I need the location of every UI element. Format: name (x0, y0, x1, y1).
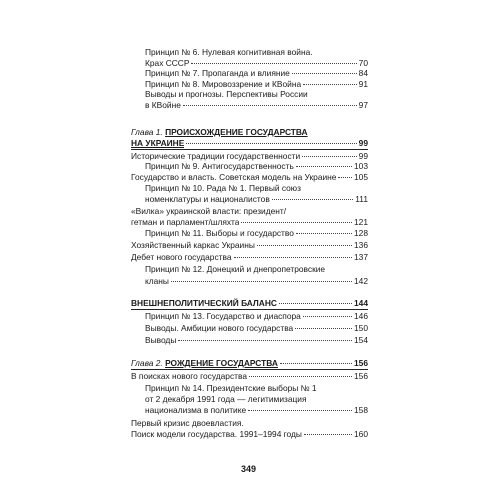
page-number: 349 (241, 464, 257, 474)
toc-entry[interactable] (145, 58, 368, 69)
toc-page-number: 128 (354, 228, 368, 238)
toc-entry[interactable] (131, 240, 368, 251)
toc-entry-text: В поисках нового государства (131, 371, 248, 381)
toc-page-number: 121 (354, 216, 368, 227)
dot-leader (183, 105, 357, 106)
dot-leader (178, 340, 352, 341)
toc-entry-text: Первый кризис двоевластия. (131, 418, 244, 428)
toc-page-number: 156 (354, 358, 368, 368)
toc-entry-text: Принцип № 11. Выборы и государство (145, 228, 294, 238)
toc-entry-text: Поиск модели государства. 1991–1994 годы (131, 429, 302, 439)
section-title: ВНЕШНЕПОЛИТИЧЕСКИЙ БАЛАНС (131, 298, 277, 308)
dot-leader (296, 233, 352, 234)
toc-entry-text: от 2 декабря 1991 года — легитимизация (145, 394, 307, 404)
toc-entry-text: Принцип № 7. Пропаганда и влияние (145, 68, 290, 78)
section-rule (131, 369, 368, 370)
toc-entry[interactable] (131, 151, 368, 162)
toc-entry-text: «Вилка» украинской власти: президент/ (131, 206, 287, 216)
toc-entry[interactable] (131, 429, 368, 440)
toc-page-number: 158 (354, 405, 368, 415)
dot-leader (279, 303, 352, 304)
chapter-label: Глава 2. (131, 358, 163, 368)
dot-leader (257, 245, 352, 246)
toc-entry-text: Принцип № 12. Донецкий и днепропетровские (145, 264, 326, 274)
toc-entry[interactable] (145, 79, 368, 90)
dot-leader (191, 63, 356, 64)
dot-leader (280, 363, 352, 364)
dot-leader (338, 177, 352, 178)
toc-page-number: 146 (354, 311, 368, 321)
toc-entry[interactable] (145, 405, 368, 416)
dot-leader (304, 434, 352, 435)
toc-entry-text: Выводы (145, 335, 177, 345)
toc-entry-text: Исторические традиции государственности (131, 150, 301, 161)
dot-leader (303, 84, 357, 85)
toc-page-number: 142 (354, 276, 368, 286)
toc-entry[interactable] (145, 161, 368, 172)
dot-leader (295, 328, 352, 329)
toc-entry[interactable] (145, 68, 368, 79)
chapter-heading[interactable] (131, 127, 308, 138)
toc-entry-text: Государство и власть. Советская модель на Украине (131, 171, 337, 182)
toc-entry[interactable] (131, 172, 368, 183)
toc-page-number: 154 (354, 335, 368, 345)
toc-entry-text: Выводы. Амбиции нового государства (145, 323, 294, 333)
dot-leader (234, 257, 353, 258)
toc-page-number: 84 (358, 68, 368, 78)
toc-page-number: 137 (354, 252, 368, 262)
toc-entry-text: в КВойне (145, 99, 181, 110)
dot-leader (272, 199, 353, 200)
dot-leader (302, 156, 357, 157)
toc-page-number: 160 (354, 429, 368, 439)
toc-entry-text: Принцип № 6. Нулевая когнитивная война. (145, 47, 313, 57)
toc-entry-text: Принцип № 8. Мировоззрение и КВойна (145, 78, 302, 89)
toc-page-number: 150 (354, 323, 368, 333)
chapter-title: ПРОИСХОЖДЕНИЕ ГОСУДАРСТВА (165, 127, 308, 137)
toc-entry-text: гетман и парламент/шляхта (131, 216, 240, 227)
toc-page-number: 111 (355, 193, 368, 204)
toc-entry-text: кланы (145, 276, 169, 286)
toc-entry[interactable] (145, 323, 368, 334)
toc-entry-text: национализма в политике (145, 405, 247, 415)
toc-entry[interactable] (145, 311, 368, 322)
toc-entry-text: Принцип № 13. Государство и диаспора (145, 311, 301, 321)
toc-entry[interactable] (131, 371, 368, 382)
toc-entry-text: номенклатуры и националистов (145, 193, 270, 204)
toc-entry-text: Дебет нового государства (131, 252, 232, 262)
toc-entry[interactable] (145, 194, 368, 205)
toc-entry-text: Выводы и прогнозы. Перспективы России (145, 89, 308, 99)
toc-page-number: 70 (358, 57, 368, 68)
dot-leader (186, 143, 356, 144)
toc-page-number: 91 (358, 78, 368, 89)
toc-page-number: 144 (354, 298, 368, 308)
toc-entry-text: Крах СССР (145, 57, 190, 68)
chapter-label: Глава 1. (131, 127, 163, 137)
toc-entry[interactable] (145, 335, 368, 346)
toc-entry[interactable] (131, 252, 368, 263)
section-rule (131, 309, 368, 310)
chapter-heading-line2[interactable] (131, 138, 368, 149)
dot-leader (171, 281, 352, 282)
chapter-heading[interactable] (131, 358, 368, 369)
toc-page-number: 136 (354, 240, 368, 250)
toc-page-number: 156 (354, 371, 368, 381)
dot-leader (241, 222, 352, 223)
toc-entry[interactable] (145, 276, 368, 287)
toc-page-number: 99 (358, 137, 368, 148)
toc-page-number: 97 (358, 99, 368, 110)
dot-leader (248, 410, 352, 411)
toc-entry[interactable] (131, 217, 368, 228)
toc-page-number: 105 (354, 171, 368, 182)
toc-page-number: 103 (354, 161, 368, 171)
toc-entry-text: Принцип № 10. Рада № 1. Первый союз (145, 183, 301, 193)
toc-page-number: 99 (358, 150, 368, 161)
chapter-title: РОЖДЕНИЕ ГОСУДАРСТВА (165, 358, 278, 368)
dot-leader (303, 316, 352, 317)
dot-leader (249, 376, 352, 377)
toc-entry-text: Принцип № 9. Антигосударственность (145, 161, 294, 171)
dot-leader (296, 166, 352, 167)
toc-entry[interactable] (145, 228, 368, 239)
section-heading[interactable] (131, 298, 368, 309)
chapter-title: НА УКРАИНЕ (131, 137, 185, 148)
dot-leader (292, 73, 357, 74)
toc-entry-text: Принцип № 14. Президентские выборы № 1 (145, 383, 317, 393)
toc-entry[interactable] (145, 100, 368, 111)
toc-entry-text: Хозяйственный каркас Украины (131, 240, 255, 250)
